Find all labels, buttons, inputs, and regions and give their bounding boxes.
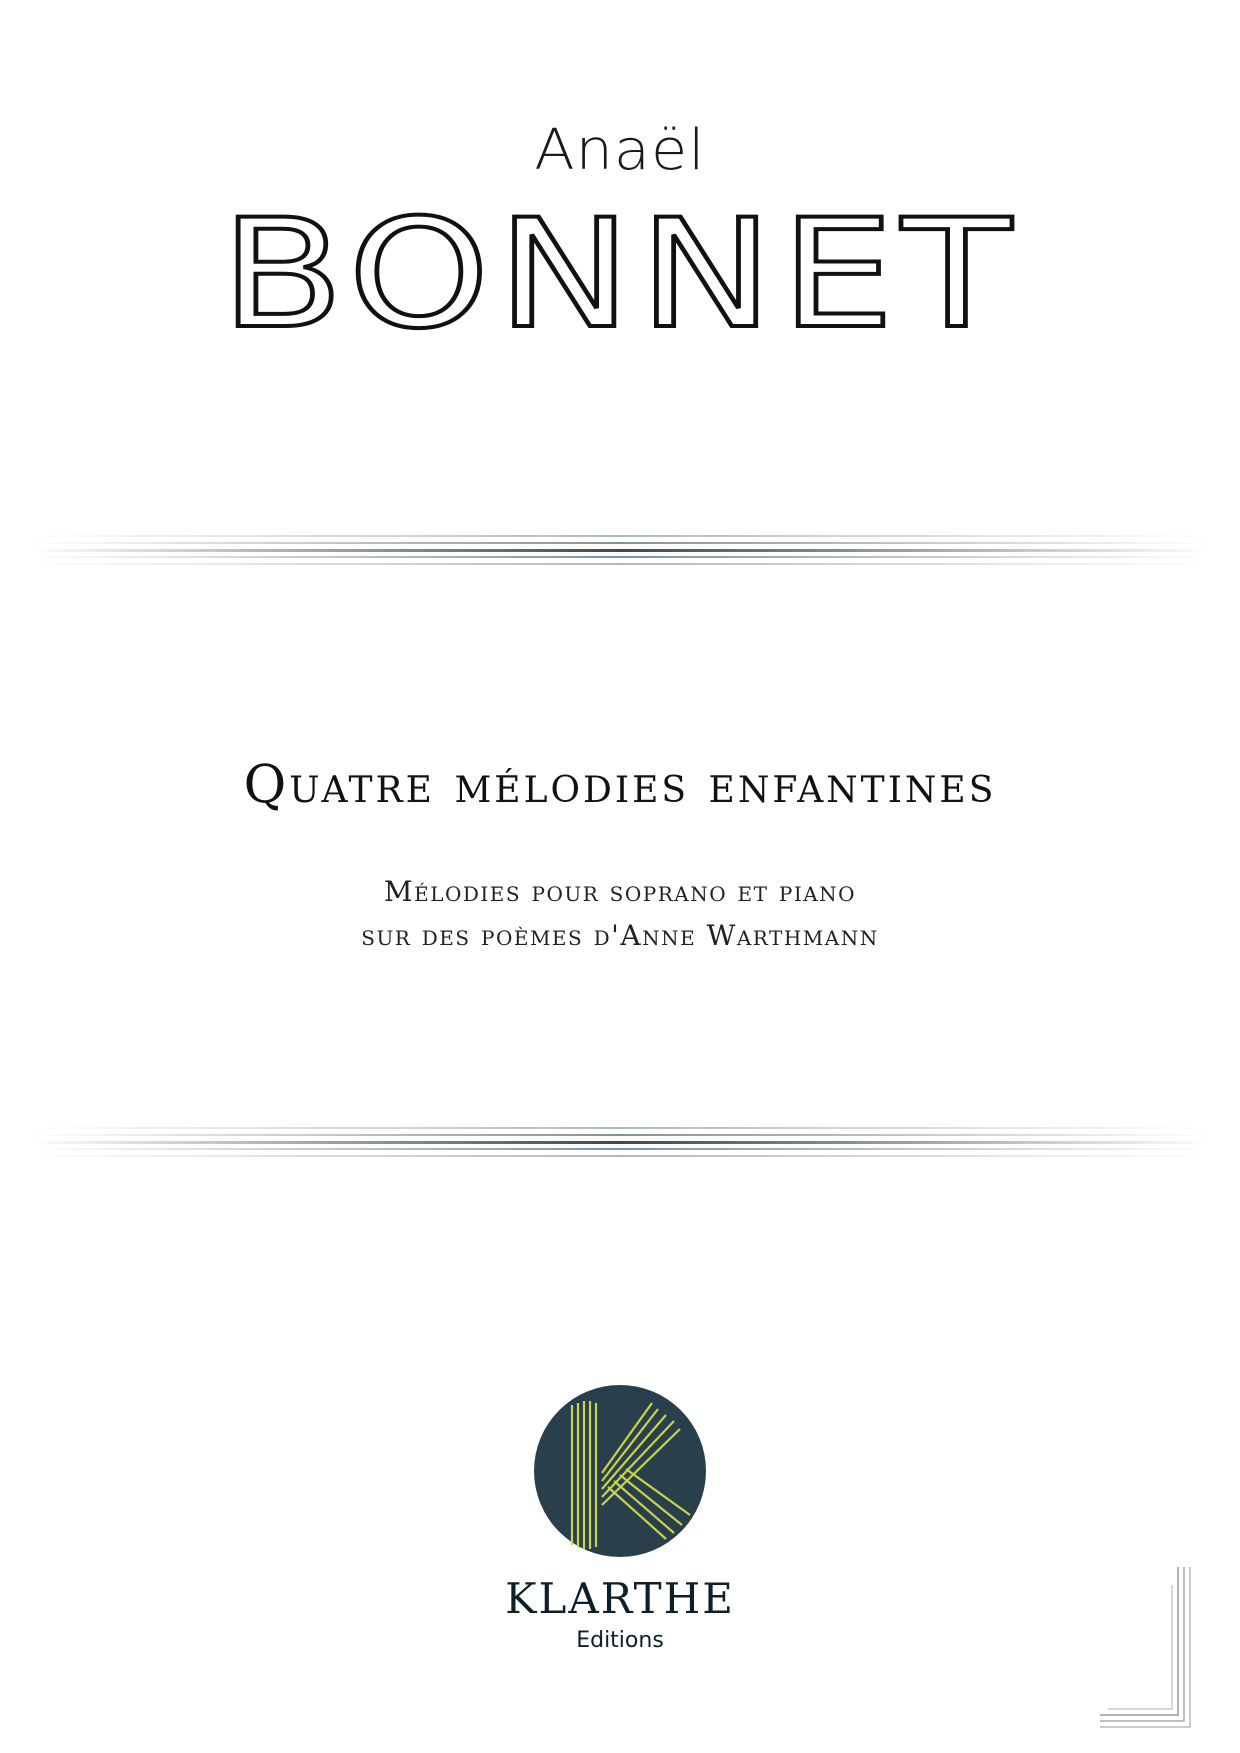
composer-last-name-text: BONNET [220,188,1020,362]
publisher-editions: Editions [576,1628,664,1653]
klarthe-logo [534,1385,706,1557]
subtitle-line-1: Mélodies pour soprano et piano [383,875,857,908]
work-title: Quatre mélodies enfantines [243,755,997,815]
composer-last-name [0,188,1240,362]
corner-ornament [1098,1565,1198,1735]
subtitle-line-2: sur des poèmes d'Anne Warthmann [361,919,879,952]
publisher-name: KLARTHE [505,1574,735,1623]
composer-first-name: Anaël [534,118,706,183]
top-decorative-rules [30,533,1210,573]
work-subtitle [0,870,1240,958]
bottom-decorative-rules [30,1125,1210,1165]
